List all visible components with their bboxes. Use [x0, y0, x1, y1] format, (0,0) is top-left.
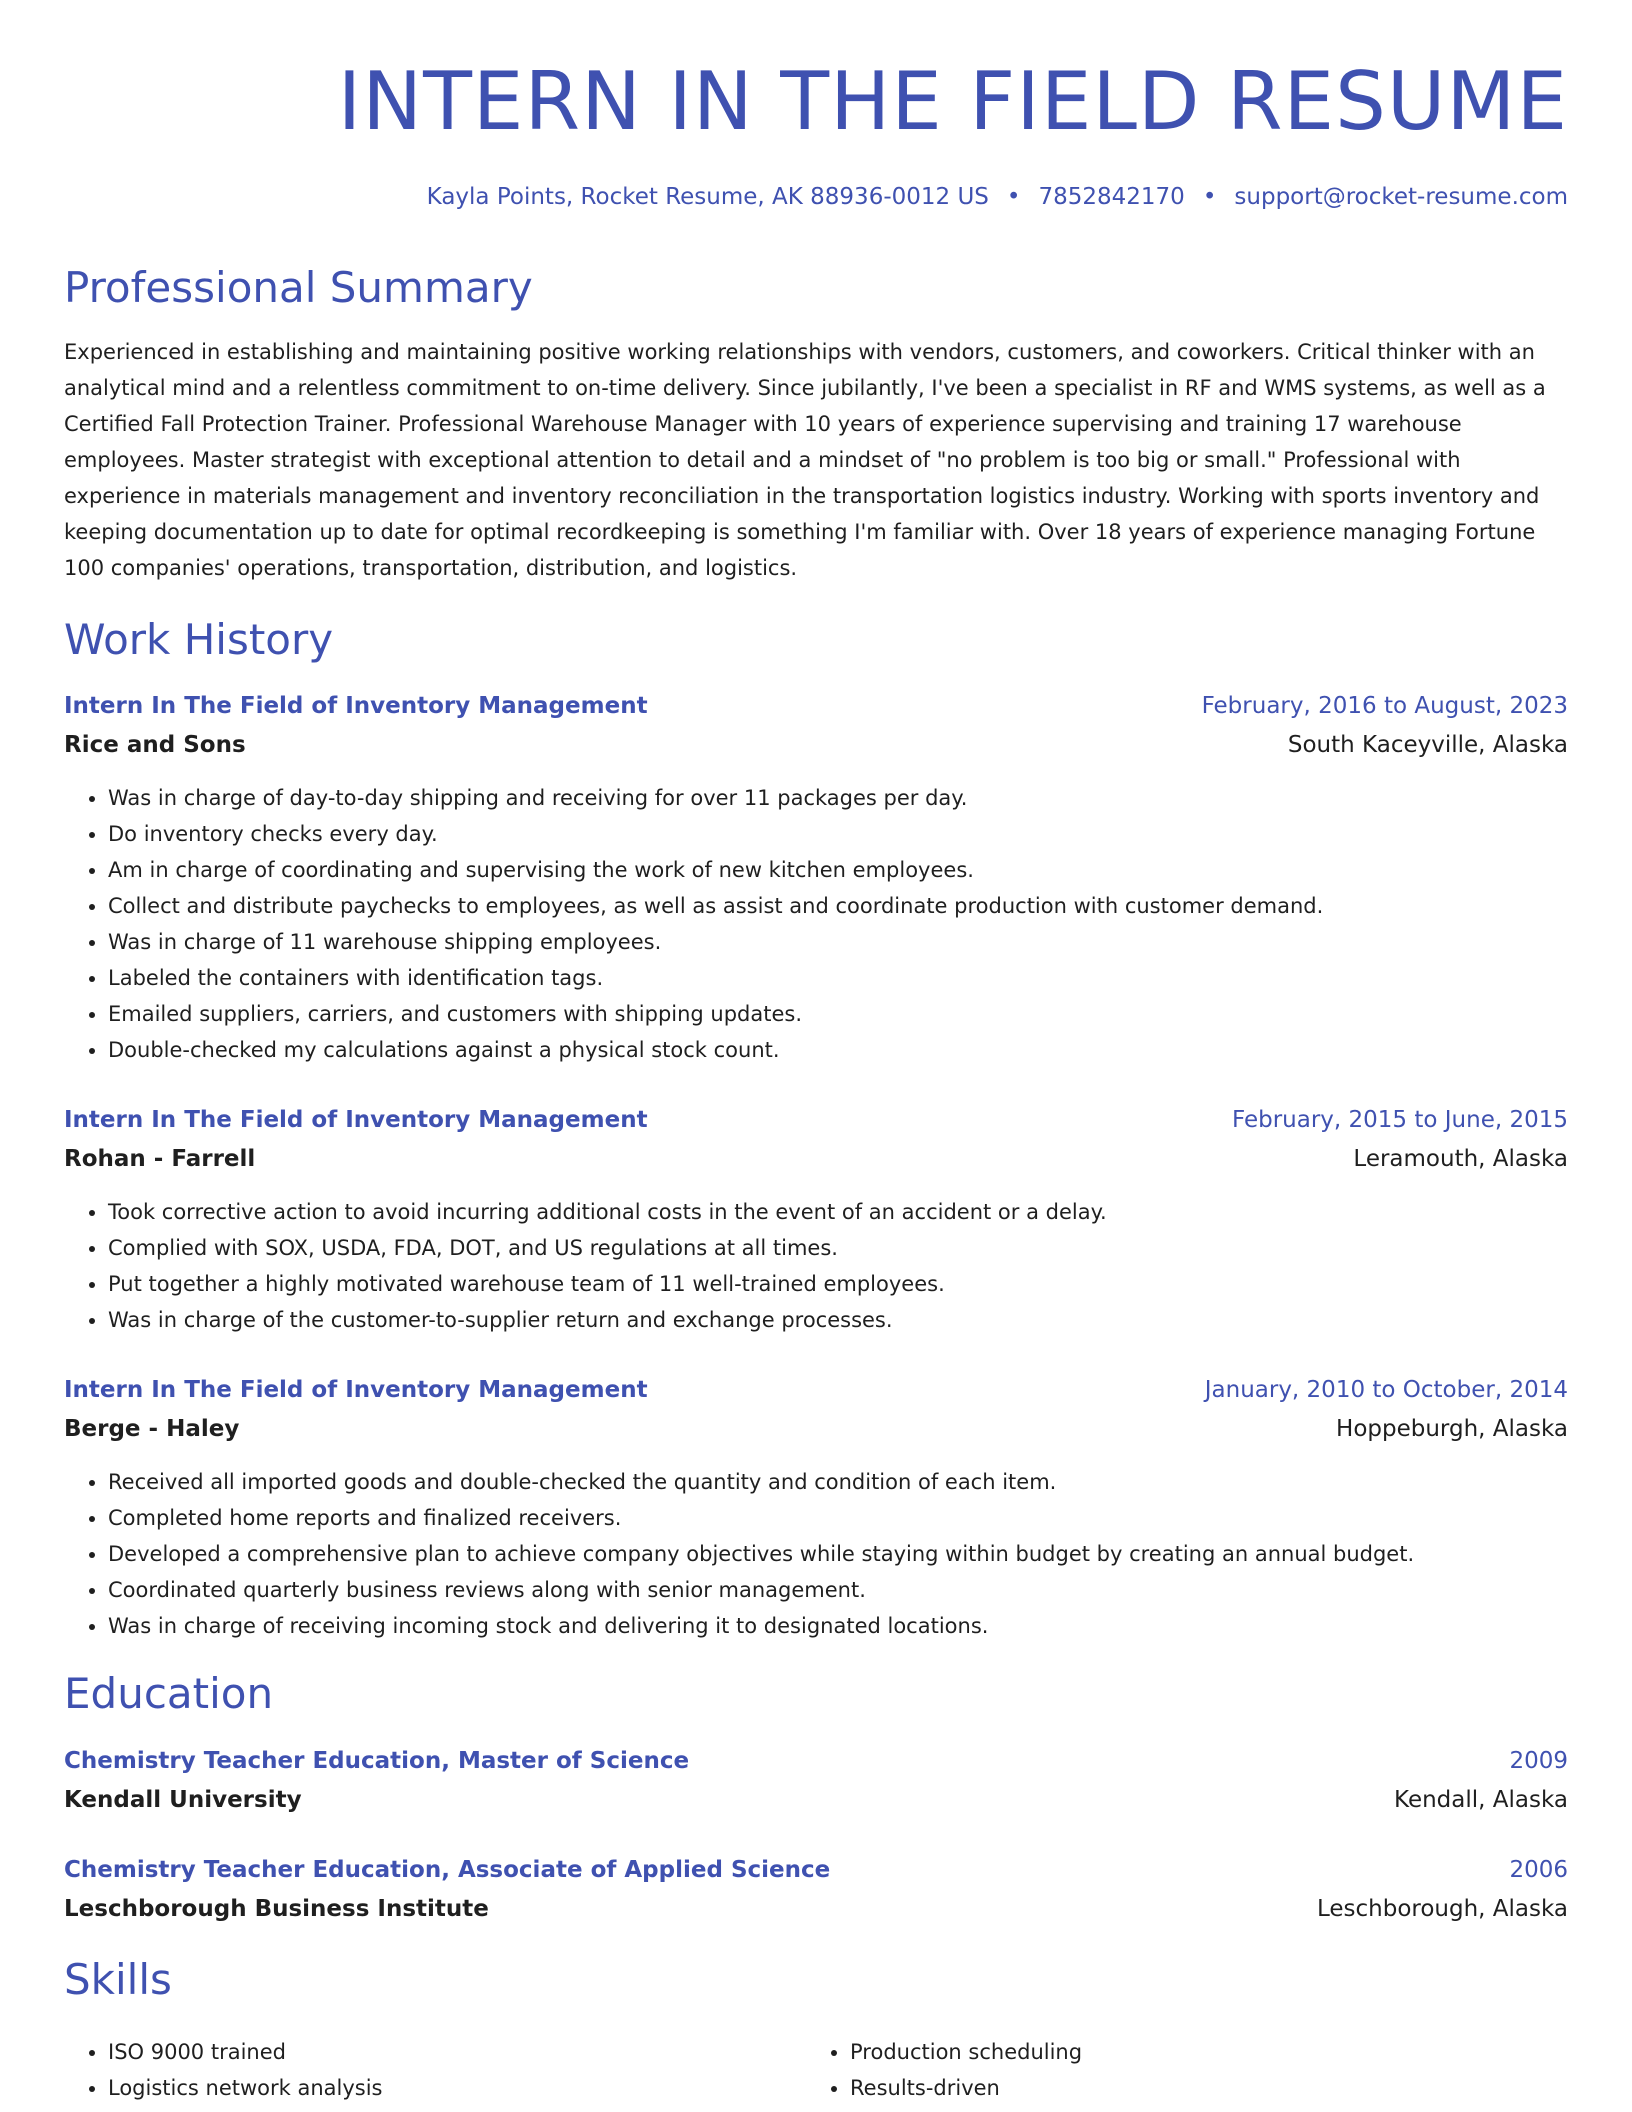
skill-item: • ISO 9000 trained	[108, 2034, 808, 2070]
skill-item: • Results-driven	[850, 2070, 1550, 2106]
skill-item: • Production scheduling	[850, 2034, 1550, 2070]
education-location: Kendall, Alaska	[1394, 1787, 1568, 1813]
section-heading-work: Work History	[64, 615, 334, 664]
list-item: • Am in charge of coordinating and supervising the work of new kitchen employees.	[108, 852, 1568, 888]
education-location: Leschborough, Alaska	[1316, 1896, 1568, 1922]
job-dates: January, 2010 to October, 2014	[1204, 1377, 1568, 1403]
resume-title: INTERN IN THE FIELD RESUME	[337, 55, 1568, 148]
education-year: 2009	[1509, 1748, 1568, 1774]
skills-list-left	[64, 2034, 808, 2106]
education-degree: Chemistry Teacher Education, Master of Science	[64, 1748, 690, 1774]
skills-list-right	[806, 2034, 1550, 2106]
summary-text: Experienced in establishing and maintaining positive working relationships with vendors, customers, and coworkers. Critical thinker with an analytical mind and a relentless commitment to on-time delivery. Since jubilantly, I've been a specialist in RF and WMS systems, as well as a Certified Fall Protection Trainer. Professional Warehouse Manager with 10 years of experience supervising and training 17 warehouse employees. Master strategist with exceptional attention to detail and a mindset of "no problem is too big or small." Professional with experience in materials management and inventory reconciliation in the transportation logistics industry. Working with sports inventory and keeping documentation up to date for optimal recordkeeping is something I'm familiar with. Over 18 years of experience managing Fortune 100 companies' operations, transportation, distribution, and logistics.	[64, 340, 1546, 580]
job-header-row	[64, 1104, 1568, 1136]
job-location: Hoppeburgh, Alaska	[1336, 1416, 1568, 1442]
list-item: • Was in charge of 11 warehouse shipping employees.	[108, 924, 1568, 960]
list-item: • Labeled the containers with identification tags.	[108, 960, 1568, 996]
separator-dot: •	[1006, 184, 1021, 210]
education-degree: Chemistry Teacher Education, Associate of Applied Science	[64, 1857, 831, 1883]
job-title: Intern In The Field of Inventory Management	[64, 693, 648, 719]
list-item: • Completed home reports and finalized receivers.	[108, 1500, 1568, 1536]
list-item: • Put together a highly motivated warehouse team of 11 well-trained employees.	[108, 1266, 1568, 1302]
job-company: Rohan - Farrell	[64, 1146, 256, 1172]
education-school-row	[64, 1892, 1568, 1926]
contact-address: Kayla Points, Rocket Resume, AK 88936-0012 US	[426, 184, 989, 210]
list-item: • Do inventory checks every day.	[108, 816, 1568, 852]
contact-email[interactable]: support@rocket-resume.com	[1234, 184, 1568, 210]
section-heading-summary: Professional Summary	[64, 263, 533, 312]
education-header-row	[64, 1854, 1568, 1886]
list-item: • Coordinated quarterly business reviews along with senior management.	[108, 1572, 1568, 1608]
list-item: • Complied with SOX, USDA, FDA, DOT, and US regulations at all times.	[108, 1230, 1568, 1266]
list-item: • Collect and distribute paychecks to employees, as well as assist and coordinate production with customer demand.	[108, 888, 1568, 924]
contact-line	[427, 180, 1568, 214]
education-school-row	[64, 1783, 1568, 1817]
list-item: • Developed a comprehensive plan to achieve company objectives while staying within budget by creating an annual budget.	[108, 1536, 1568, 1572]
job-bullets	[64, 1464, 1568, 1644]
job-header-row	[64, 690, 1568, 722]
list-item: • Emailed suppliers, carriers, and customers with shipping updates.	[108, 996, 1568, 1032]
list-item: • Received all imported goods and double-checked the quantity and condition of each item.	[108, 1464, 1568, 1500]
education-year: 2006	[1509, 1857, 1568, 1883]
list-item: • Was in charge of day-to-day shipping and receiving for over 11 packages per day.	[108, 780, 1568, 816]
section-heading-education: Education	[64, 1669, 274, 1718]
job-dates: February, 2015 to June, 2015	[1231, 1107, 1568, 1133]
contact-phone: 7852842170	[1038, 184, 1185, 210]
separator-dot: •	[1202, 184, 1217, 210]
job-company-row	[64, 1412, 1568, 1446]
list-item: • Double-checked my calculations against a physical stock count.	[108, 1032, 1568, 1068]
job-bullets	[64, 780, 1568, 1068]
education-school: Leschborough Business Institute	[64, 1896, 489, 1922]
job-header-row	[64, 1374, 1568, 1406]
job-company: Rice and Sons	[64, 732, 246, 758]
job-dates: February, 2016 to August, 2023	[1201, 693, 1568, 719]
education-header-row	[64, 1745, 1568, 1777]
job-company-row	[64, 728, 1568, 762]
section-heading-skills: Skills	[64, 1955, 172, 2004]
job-bullets	[64, 1194, 1568, 1338]
list-item: • Was in charge of the customer-to-supplier return and exchange processes.	[108, 1302, 1568, 1338]
job-title: Intern In The Field of Inventory Management	[64, 1107, 648, 1133]
job-location: Leramouth, Alaska	[1353, 1146, 1568, 1172]
list-item: • Was in charge of receiving incoming stock and delivering it to designated locations.	[108, 1608, 1568, 1644]
job-title: Intern In The Field of Inventory Management	[64, 1377, 648, 1403]
list-item: • Took corrective action to avoid incurring additional costs in the event of an accident or a delay.	[108, 1194, 1568, 1230]
skill-item: • Logistics network analysis	[108, 2070, 808, 2106]
job-company-row	[64, 1142, 1568, 1176]
education-school: Kendall University	[64, 1787, 302, 1813]
job-location: South Kaceyville, Alaska	[1287, 732, 1568, 758]
job-company: Berge - Haley	[64, 1416, 240, 1442]
